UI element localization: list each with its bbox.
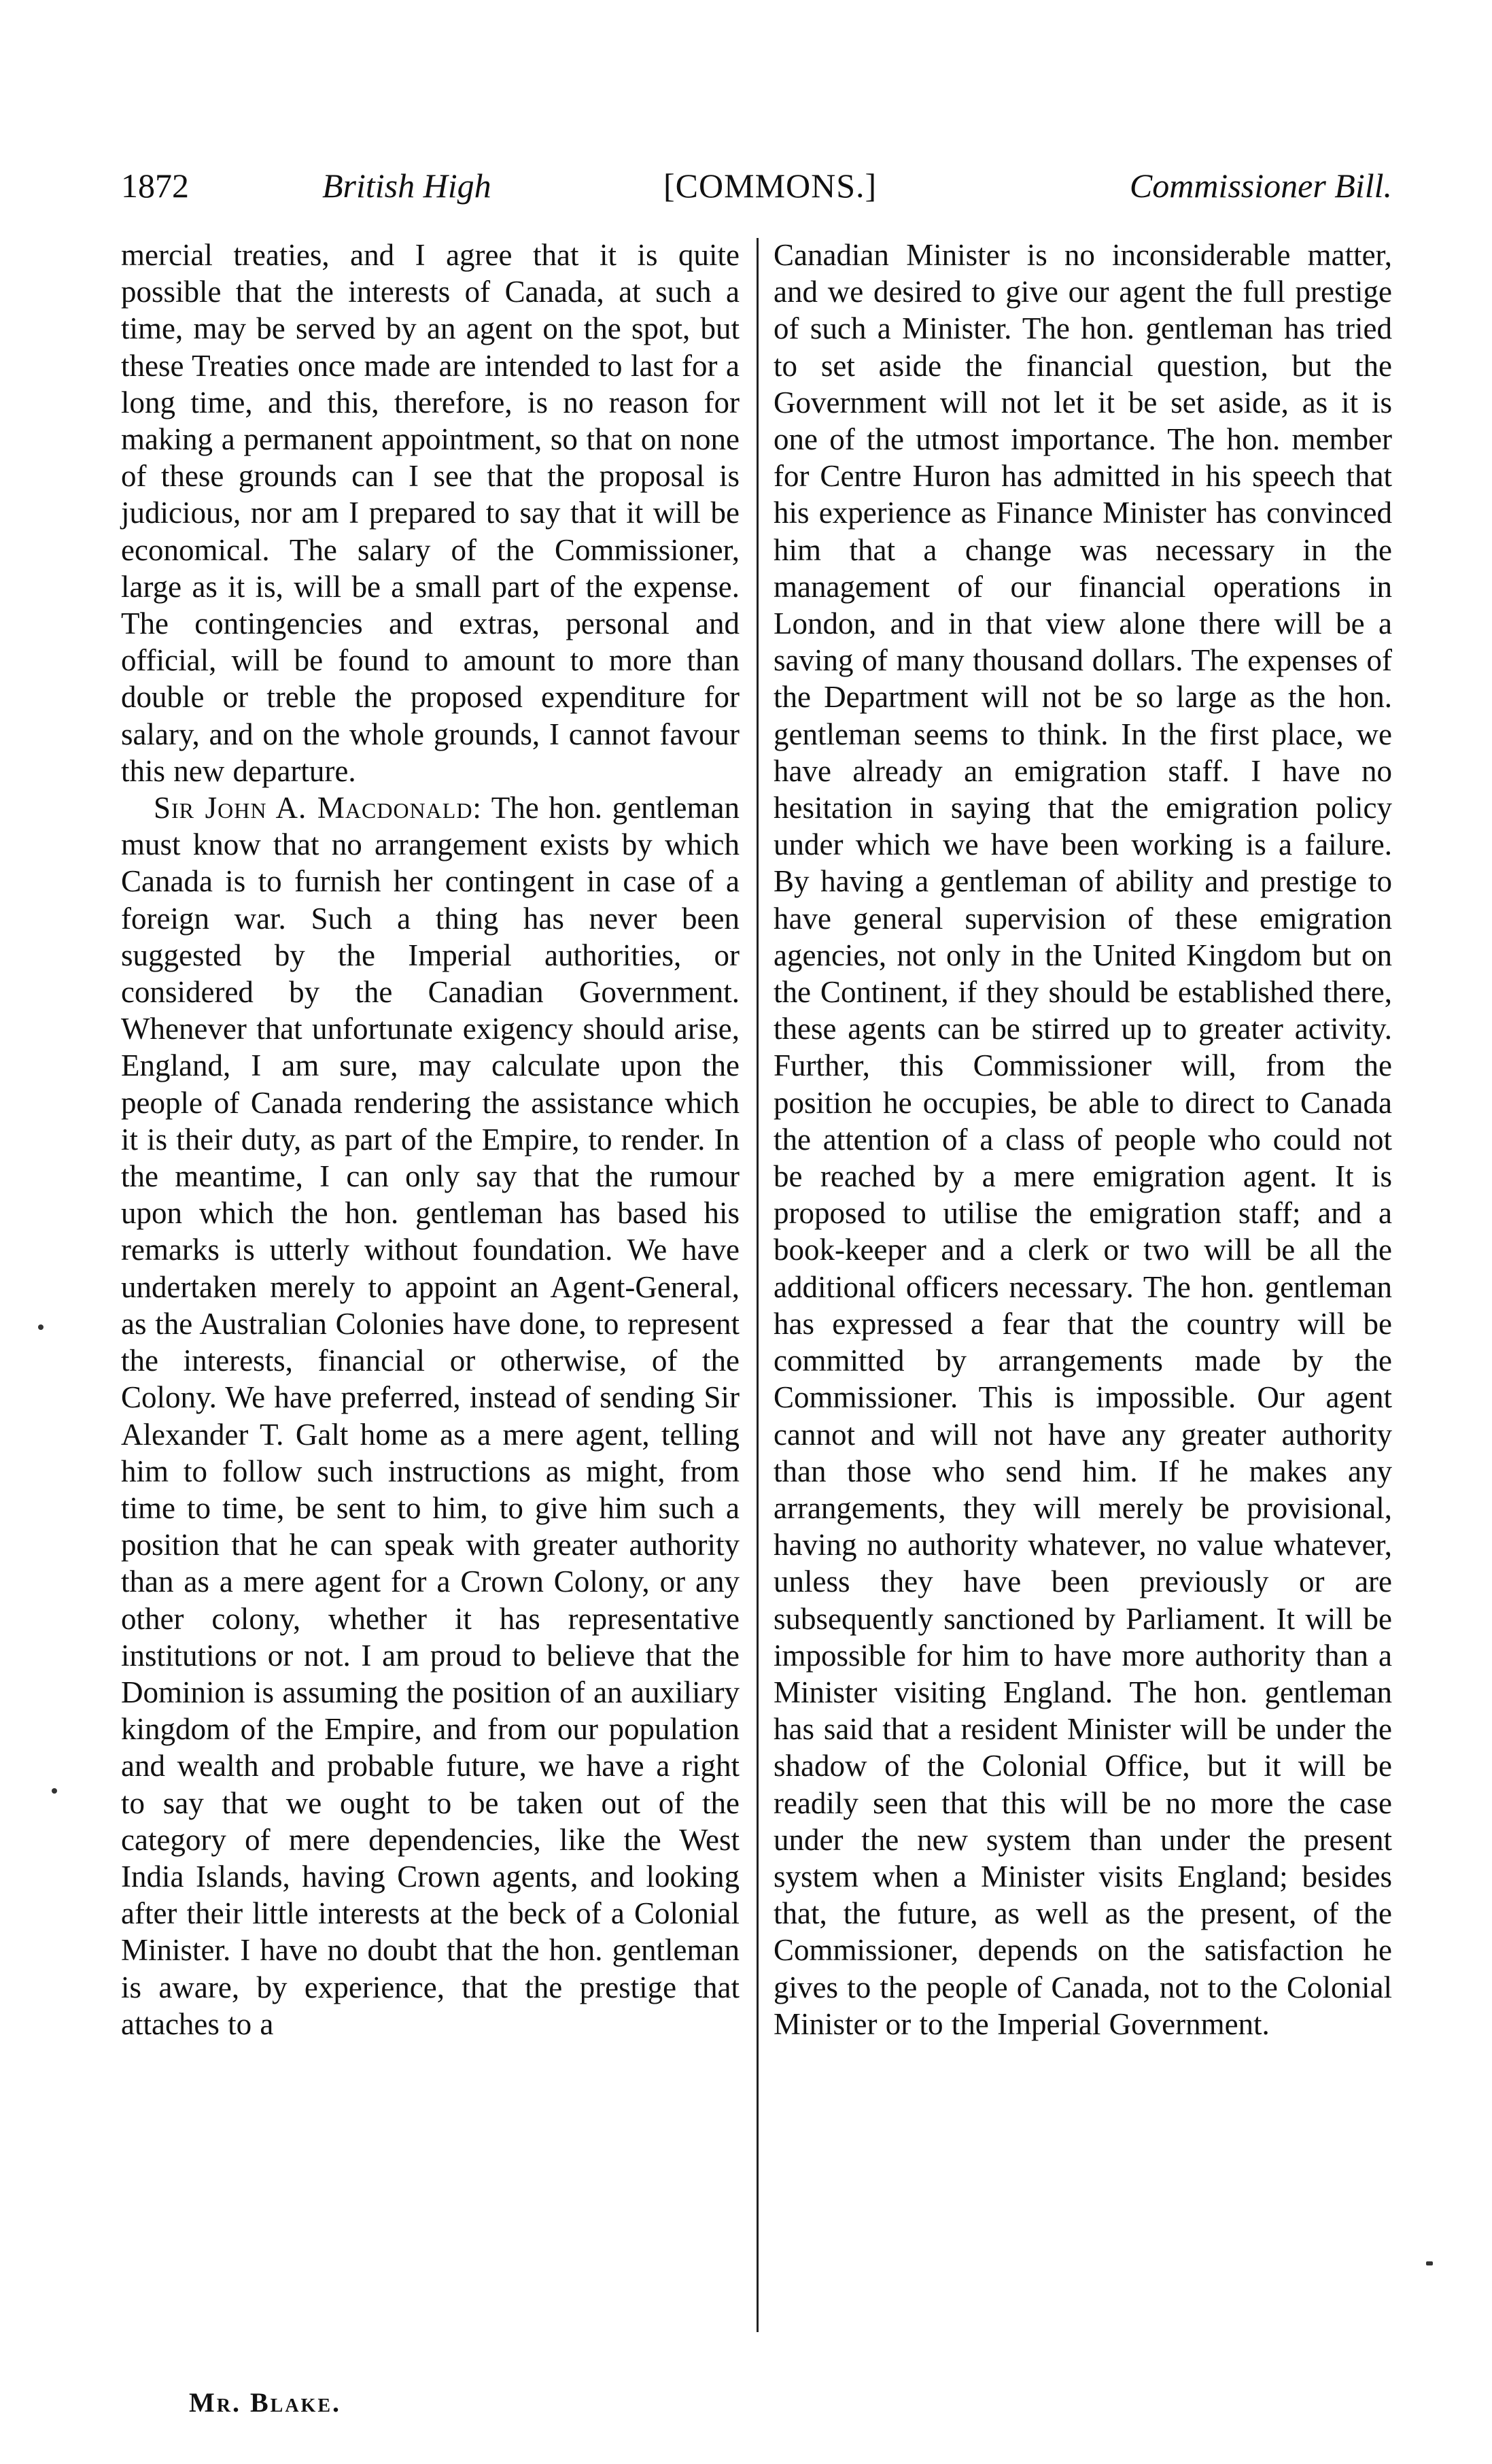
right-column	[774, 237, 1392, 2042]
column-divider	[757, 238, 759, 2332]
margin-mark	[52, 1788, 57, 1794]
page-number: 1872	[121, 167, 189, 205]
margin-mark	[38, 1324, 44, 1330]
speech-text: The hon. gentleman must know that no arrangement exists by which Canada is to furnish her contingent in case of a foreign war. Such a thing has never been suggested by the Imperial authorities, or considered by the Canadian Government. Whenever that unfortunate exigency should arise, England, I am sure, may calculate upon the people of Canada rendering the assistance which it is their duty, as part of the Empire, to render. In the meantime, I can only say that the rumour upon which the hon. gentleman has based his remarks is utterly without foundation. We have undertaken merely to appoint an Agent-General, as the Australian Colonies have done, to represent the interests, financial or otherwise, of the Colony. We have preferred, instead of sending Sir Alexander T. Galt home as a mere agent, telling him to follow such instructions as might, from time to time, be sent to him, to give him such a position that he can speak with greater authority than as a mere agent for a Crown Colony, or any other colony, whether it has representative institutions or not. I am proud to believe that the Dominion is assuming the position of an auxiliary kingdom of the Empire, and from our population and wealth and probable future, we have a right to say that we ought to be taken out of the category of mere dependencies, like the West India Islands, having Crown agents, and looking after their little interests at the beck of a Colonial Minister. I have no doubt that the hon. gentleman is aware, by experience, that the prestige that attaches to a	[121, 791, 740, 2041]
paragraph: mercial treaties, and I agree that it is quite possible that the interests of Canada, at such a time, may be served by an agent on the spot, but these Treaties once made are intended to last for a long time, and this, therefore, is no reason for making a permanent appointment, so that on none of these grounds can I see that the proposal is judicious, nor am I prepared to say that it will be economical. The salary of the Commissioner, large as it is, will be a small part of the expense. The contingencies and extras, personal and official, will be found to amount to more than double or treble the proposed expenditure for salary, and on the whole grounds, I cannot favour this new departure.	[121, 238, 740, 788]
running-title-right: Commissioner Bill.	[1129, 167, 1392, 205]
left-column	[121, 237, 740, 2042]
running-title-center: [COMMONS.]	[663, 167, 878, 205]
speech-paragraph	[121, 789, 740, 2042]
paragraph: Canadian Minister is no inconsiderable matter, and we desired to give our agent the full prestige of such a Minister. The hon. gentleman has tried to set aside the financial question, but the Government will not let it be set aside, as it is one of the utmost importance. The hon. member for Centre Huron has admitted in his speech that his experience as Finance Minister has convinced him that a change was necessary in the management of our financial operations in London, and in that view alone there will be a saving of many thousand dollars. The expenses of the Department will not be so large as the hon. gentleman seems to think. In the first place, we have already an emigration staff. I have no hesitation in saying that the emigration policy under which we have been working is a failure. By having a gentleman of ability and prestige to have general supervision of these emigration agencies, not only in the United Kingdom but on the Continent, if they should be established there, these agents can be stirred up to greater activity. Further, this Commissioner will, from the position he occupies, be able to direct to Canada the attention of a class of people who could not be reached by a mere emigration agent. It is proposed to utilise the emigration staff; and a book-keeper and a clerk or two will be all the additional officers necessary. The hon. gentleman has expressed a fear that the country will be committed by arrangements made by the Commissioner. This is impossible. Our agent cannot and will not have any greater authority than those who send him. If he makes any arrangements, they will merely be provisional, having no authority whatever, no value whatever, unless they have been previously or are subsequently sanctioned by Parliament. It will be impossible for him to have more authority than a Minister visiting England. The hon. gentleman has said that a resident Minister will be under the shadow of the Colonial Office, but it will be readily seen that this will be no more the case under the new system than under the present system when a Minister visits England; besides that, the future, as well as the present, of the Commissioner, depends on the satisfaction he gives to the people of Canada, not to the Colonial Minister or to the Imperial Government.	[774, 238, 1392, 2041]
speaker-name: Sir John A. Macdonald:	[154, 791, 482, 825]
margin-mark	[1426, 2261, 1433, 2265]
running-title-left: British High	[322, 167, 491, 205]
footer-speaker-name: Mr. Blake.	[189, 2387, 342, 2418]
running-head	[121, 162, 1392, 209]
